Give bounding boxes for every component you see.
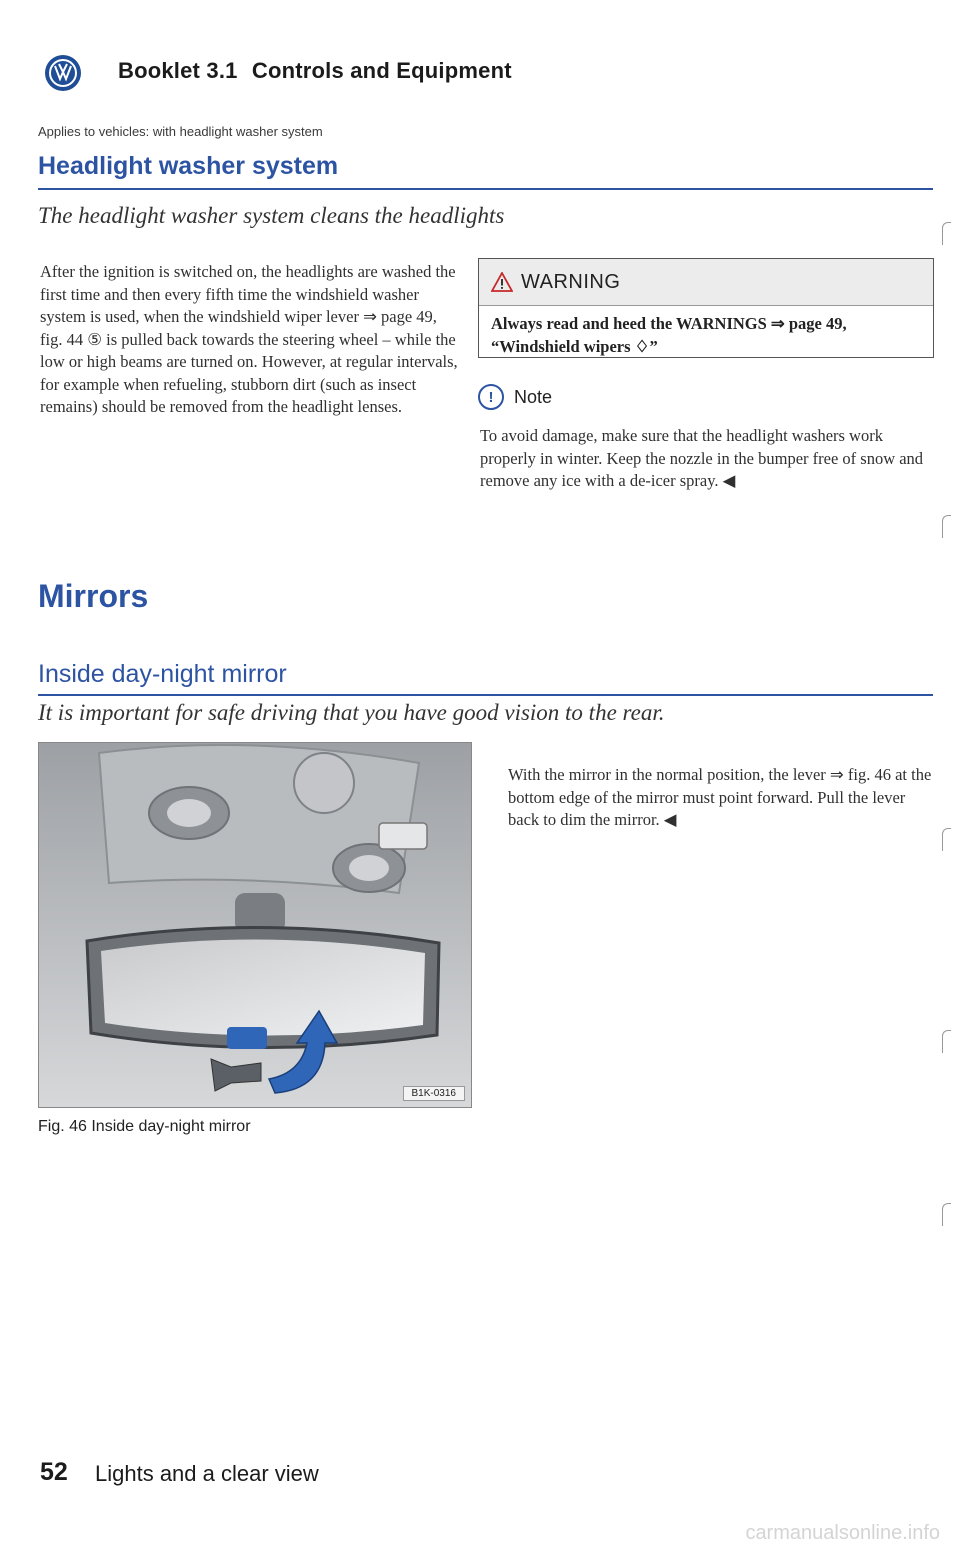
- margin-mark: [942, 515, 951, 538]
- warning-triangle-icon: [491, 272, 513, 292]
- headlight-washer-lead: The headlight washer system cleans the headlights: [38, 203, 505, 228]
- figure-code: B1K-0316: [403, 1086, 465, 1101]
- chapter-heading-mirrors: Mirrors: [38, 578, 149, 614]
- headlight-washer-body: After the ignition is switched on, the headlights are washed the first time and then every fifth time the windshield washer system is used, when the windshield wiper lever ⇒ page 49, fig. 44 ⑤ is pulled back towards the steering wheel – while the low or high beams are turned on. However, at regular intervals, for example when refueling, stubborn dirt (such as insect remains) should be removed from the headlight lenses.: [40, 262, 458, 416]
- section-heading-headlight-washer: Headlight washer system: [38, 152, 339, 180]
- margin-mark: [942, 828, 951, 851]
- warning-title: WARNING: [521, 270, 621, 293]
- warning-header: [479, 259, 933, 306]
- watermark-text: carmanualsonline.info: [745, 1522, 940, 1544]
- booklet-title: [118, 58, 512, 84]
- inside-mirror-body: With the mirror in the normal position, the lever ⇒ fig. 46 at the bottom edge of the mirror must point forward. Pull the lever back to dim the mirror. ◀: [508, 765, 932, 829]
- note-text: To avoid damage, make sure that the headlight washers work properly in winter. Keep the nozzle in the bumper free of snow and remove any ice with a de-icer spray. ◀: [480, 426, 924, 490]
- note-header: [478, 384, 552, 410]
- inside-mirror-lead: It is important for safe driving that you have good vision to the rear.: [38, 700, 665, 725]
- margin-mark: [942, 1203, 951, 1226]
- section-heading-inside-mirror: Inside day-night mirror: [38, 660, 287, 688]
- margin-mark: [942, 222, 951, 245]
- figure-inside-mirror: [38, 742, 472, 1108]
- section-rule-mirror: [38, 694, 933, 696]
- booklet-section: Controls and Equipment: [251, 58, 512, 83]
- page-number: 52: [40, 1458, 68, 1486]
- margin-mark: [942, 1030, 951, 1053]
- figure-caption: Fig. 46 Inside day-night mirror: [38, 1118, 251, 1135]
- mirror-illustration: [39, 743, 471, 1107]
- section-rule: [38, 188, 933, 190]
- warning-box: [478, 258, 934, 358]
- chapter-footer: Lights and a clear view: [95, 1461, 319, 1486]
- warning-text: Always read and heed the WARNINGS ⇒ page 49, “Windshield wipers ♢”: [491, 314, 847, 356]
- vw-emblem-icon: [48, 58, 78, 88]
- applies-to: Applies to vehicles: with headlight washer system: [38, 124, 323, 139]
- note-info-icon: !: [478, 384, 504, 410]
- note-title: Note: [514, 386, 553, 407]
- booklet-number: Booklet 3.1: [118, 58, 238, 83]
- vw-logo-icon: [45, 55, 81, 91]
